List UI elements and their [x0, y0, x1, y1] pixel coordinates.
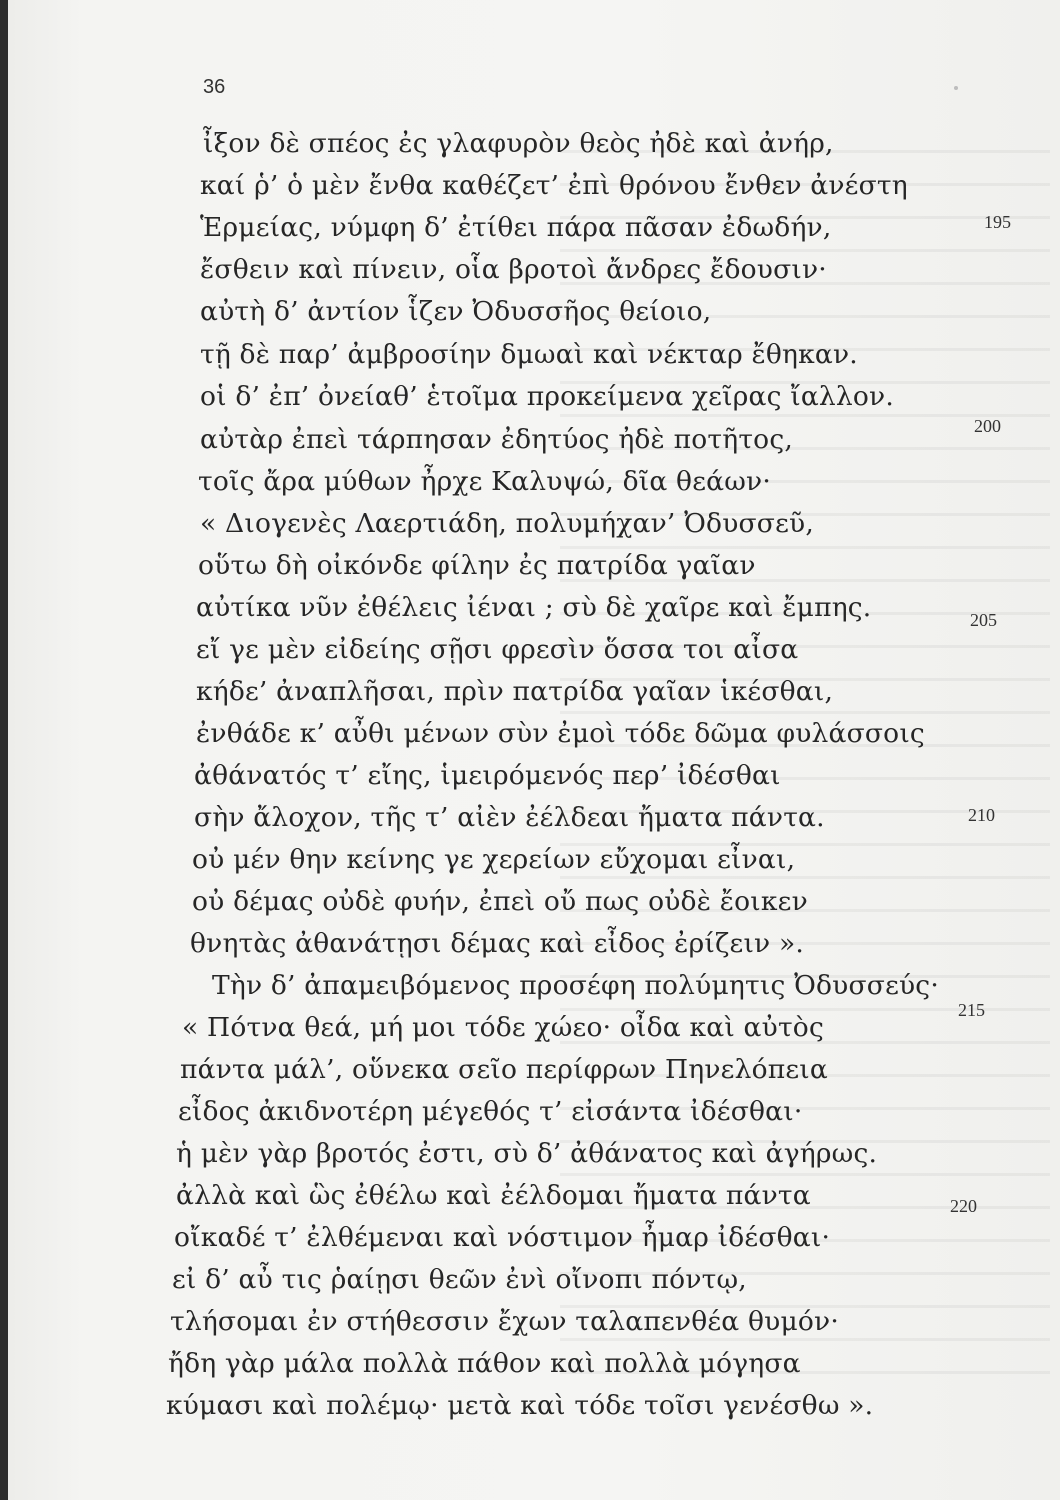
verse-line: τοῖς ἄρα μύθων ἦρχε Καλυψώ, δῖα θεάων· — [198, 466, 771, 497]
line-number: 205 — [970, 610, 997, 630]
line-number: 210 — [968, 805, 995, 825]
verse-line: αὐτίκα νῦν ἐθέλεις ἰέναι ; σὺ δὲ χαῖρε καὶ ἔμπης. — [196, 592, 872, 623]
verse-line: Τὴν δ’ ἀπαμειβόμενος προσέφη πολύμητις Ὀδυσσεύς· — [212, 970, 939, 1001]
verse-line: ἔσθειν καὶ πίνειν, οἷα βροτοὶ ἄνδρες ἔδουσιν· — [200, 254, 827, 285]
verse-line: οὕτω δὴ οἰκόνδε φίλην ἐς πατρίδα γαῖαν — [198, 550, 756, 581]
verse-line: αὐτὰρ ἐπεὶ τάρπησαν ἐδητύος ἠδὲ ποτῆτος, — [200, 424, 793, 455]
verse-line: ἀθάνατός τ’ εἴης, ἱμειρόμενός περ’ ἰδέσθαι — [194, 760, 781, 791]
verse-line: ἤδη γὰρ μάλα πολλὰ πάθον καὶ πολλὰ μόγησα — [168, 1348, 801, 1379]
verse-line: τλήσομαι ἐν στήθεσσιν ἔχων ταλαπενθέα θυμόν· — [170, 1306, 839, 1337]
verse-line: εἰ δ’ αὖ τις ῥαίῃσι θεῶν ἐνὶ οἴνοπι πόντῳ, — [172, 1264, 747, 1295]
verse-line: σὴν ἄλοχον, τῆς τ’ αἰὲν ἐέλδεαι ἤματα πάντα. — [194, 802, 825, 833]
verse-line: οἱ δ’ ἐπ’ ὀνείαθ’ ἑτοῖμα προκείμενα χεῖρας ἴαλλον. — [200, 381, 894, 412]
verse-line: εἶδος ἀκιδνοτέρη μέγεθός τ’ εἰσάντα ἰδέσθαι· — [178, 1096, 803, 1127]
verse-line: κύμασι καὶ πολέμῳ· μετὰ καὶ τόδε τοῖσι γενέσθω ». — [166, 1390, 874, 1421]
verse-line: « Διογενὲς Λαερτιάδη, πολυμήχαν’ Ὀδυσσεῦ, — [200, 508, 814, 539]
verse-line: « Πότνα θεά, μή μοι τόδε χώεο· οἶδα καὶ αὐτὸς — [182, 1012, 824, 1043]
verse-line: θνητὰς ἀθανάτῃσι δέμας καὶ εἶδος ἐρίζειν ». — [190, 928, 805, 959]
verse-line: ἡ μὲν γὰρ βροτός ἐστι, σὺ δ’ ἀθάνατος καὶ ἀγήρως. — [176, 1138, 878, 1169]
verse-line: καί ῥ’ ὁ μὲν ἔνθα καθέζετ’ ἐπὶ θρόνου ἔνθεν ἀνέστη — [200, 170, 908, 201]
verse-line: εἴ γε μὲν εἰδείης σῇσι φρεσὶν ὅσσα τοι αἶσα — [196, 634, 799, 665]
verse-line: τῇ δὲ παρ’ ἀμβροσίην δμωαὶ καὶ νέκταρ ἔθηκαν. — [200, 339, 858, 370]
verse-line: οἴκαδέ τ’ ἐλθέμεναι καὶ νόστιμον ἦμαρ ἰδέσθαι· — [174, 1222, 831, 1253]
line-number: 215 — [958, 1000, 985, 1020]
verse-line: κήδε’ ἀναπλῆσαι, πρὶν πατρίδα γαῖαν ἱκέσθαι, — [196, 676, 834, 707]
line-number: 220 — [950, 1196, 977, 1216]
line-number: 200 — [974, 416, 1001, 436]
verse-line: πάντα μάλ’, οὕνεκα σεῖο περίφρων Πηνελόπεια — [180, 1054, 828, 1085]
verse-line: αὐτὴ δ’ ἀντίον ἷζεν Ὀδυσσῆος θείοιο, — [200, 296, 712, 327]
verse-line: οὐ μέν θην κείνης γε χερείων εὔχομαι εἶναι, — [192, 844, 796, 875]
line-number: 195 — [984, 212, 1011, 232]
verse-line: ἀλλὰ καὶ ὣς ἐθέλω καὶ ἐέλδομαι ἤματα πάντα — [176, 1180, 811, 1211]
verse-line: οὐ δέμας οὐδὲ φυήν, ἐπεὶ οὔ πως οὐδὲ ἔοικεν — [192, 886, 808, 917]
verse-line: ἐνθάδε κ’ αὖθι μένων σὺν ἐμοὶ τόδε δῶμα φυλάσσοις — [196, 718, 925, 749]
verse-line: ἶξον δὲ σπέος ἐς γλαφυρὸν θεὸς ἠδὲ καὶ ἀνήρ, — [203, 128, 834, 159]
verse-line: Ἑρμείας, νύμφη δ’ ἐτίθει πάρα πᾶσαν ἐδωδήν, — [200, 212, 832, 243]
page-number: 36 — [203, 76, 226, 98]
